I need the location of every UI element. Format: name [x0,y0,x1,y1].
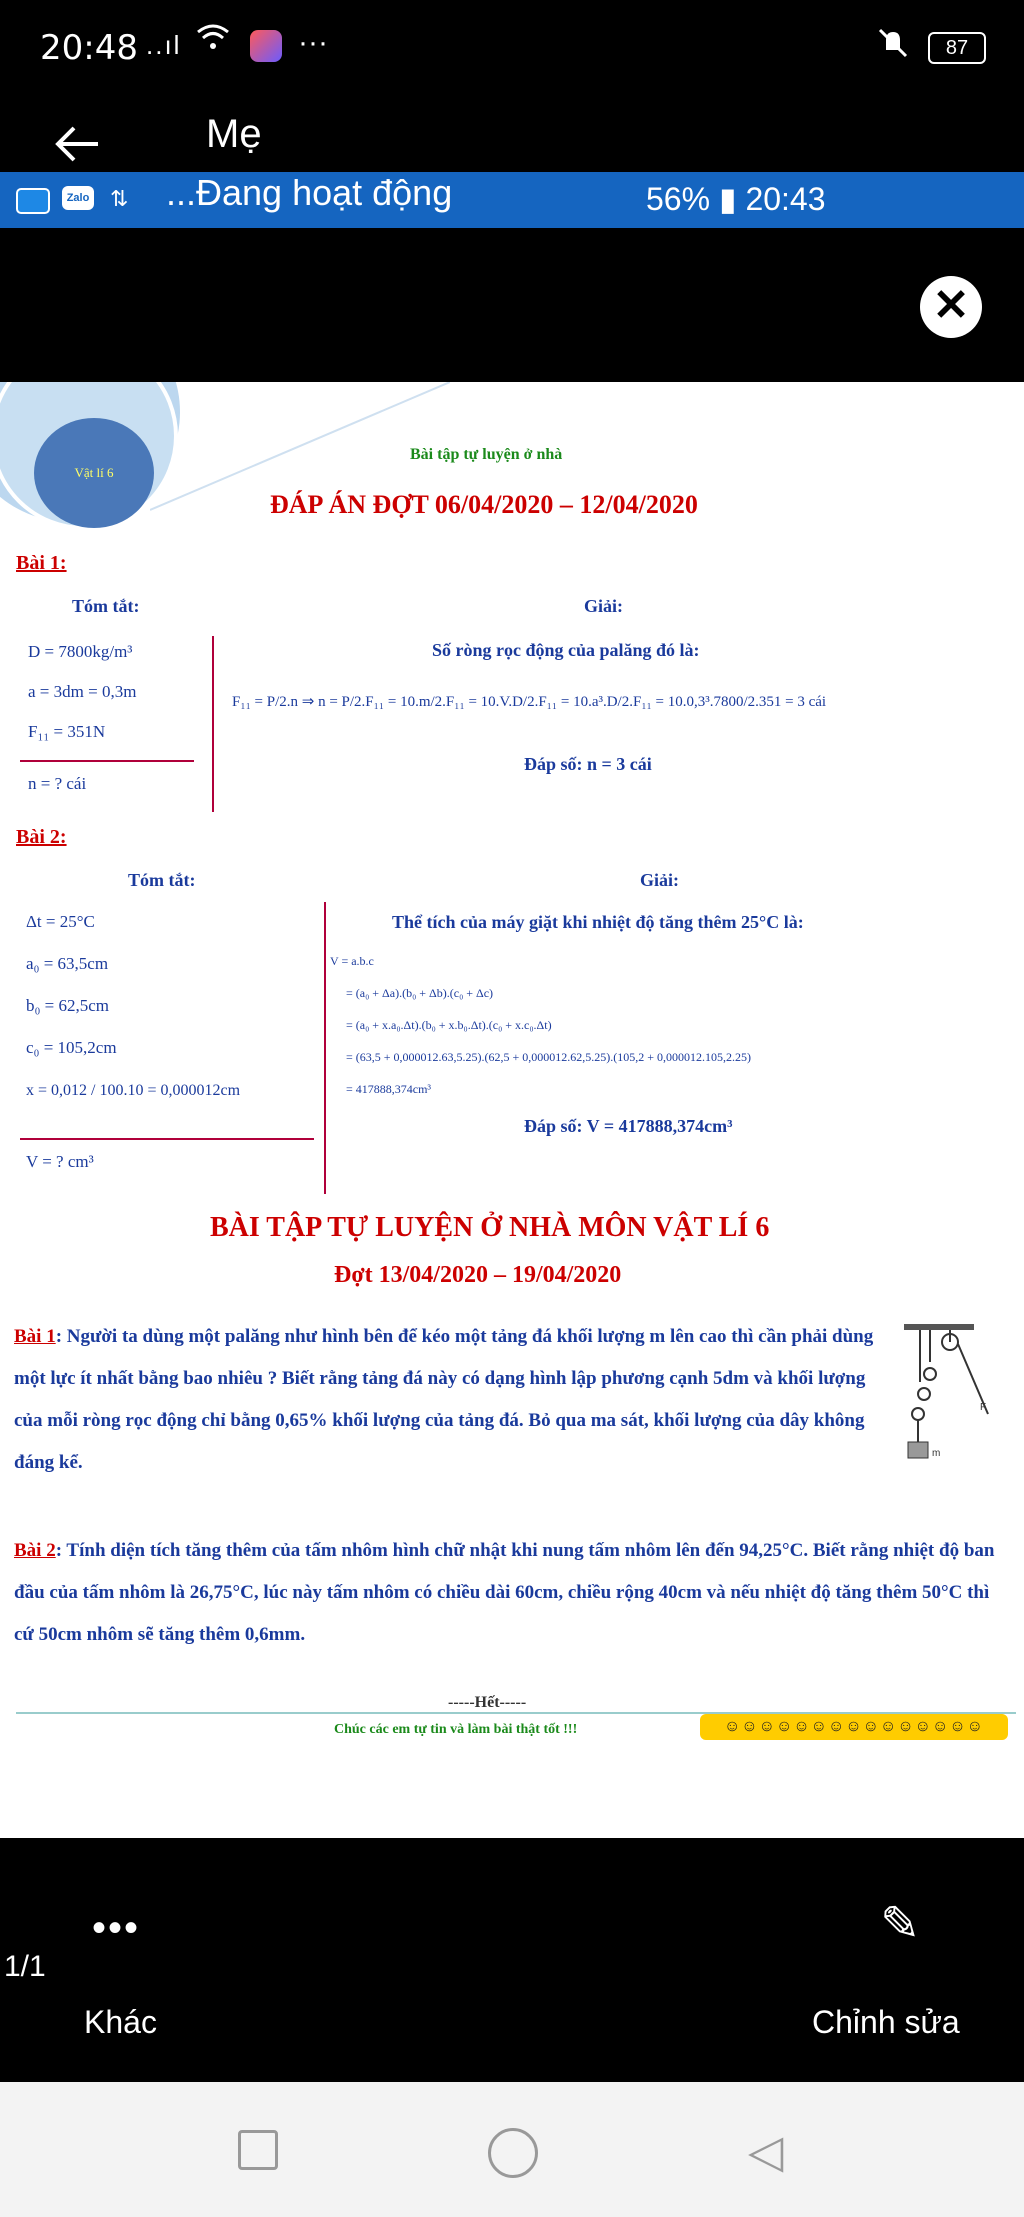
bai2-step-2: = (a₀ + Δa).(b₀ + Δb).(c₀ + Δc) [346,986,494,1000]
section2-title: BÀI TẬP TỰ LUYỆN Ở NHÀ MÔN VẬT LÍ 6 [210,1212,770,1243]
bai1-formula: F₁₁ = P/2.n ⇒ n = P/2.F₁₁ = 10.m/2.F₁₁ = 10.V.D/2.F₁₁ = 10.a³.D/2.F₁₁ = 10.0,3³.7800/2.351 = 3 cái [232,694,827,710]
bai1-answer: Đáp số: n = 3 cái [524,754,652,774]
bai1-find: n = ? cái [28,774,87,793]
exercise-1 [14,1316,876,1484]
bai2-find: V = ? cm³ [26,1152,94,1171]
pulley-diagram [900,1322,990,1462]
bai2-solution-label: Giải: [640,870,679,890]
exercise-1-text: : Người ta dùng một palăng như hình bên để kéo một tảng đá khối lượng m lên cao thì cần phải dùng một lực ít nhất bằng bao nhiêu ? Biết rằng tảng đá này có dạng hình lập phương cạnh 5dm và khối lượng của mỗi ròng rọc động chỉ bằng 0,65% khối lượng của tảng đá. Bỏ qua ma sát, khối lượng của dây không đáng kể. [14,1326,874,1473]
battery-indicator: 87 [928,32,986,64]
photo-status-right: 56% ▮ 20:43 [646,181,826,217]
svg-text:m: m [932,1448,941,1459]
bai1-separator [212,636,214,812]
logo-text: Vật lí 6 [74,465,114,480]
bai2-step-1: V = a.b.c [330,954,374,968]
bai2-step-3: = (a₀ + x.a₀.Δt).(b₀ + x.b₀.Δt).(c₀ + x.c₀.Δt) [346,1018,552,1032]
contact-name: Mẹ [206,112,262,156]
back-arrow-icon[interactable] [52,124,102,169]
end-marker: -----Hết----- [448,1694,527,1711]
bai2-given-2: a₀ = 63,5cm [26,954,109,973]
subject-logo [34,418,154,528]
bai1-divider [20,760,194,762]
more-icon[interactable]: ••• [92,1906,141,1950]
nav-back-button[interactable]: ◁ [748,2125,784,2177]
bai2-step-5: = 417888,374cm³ [346,1082,432,1096]
bai1-given-3: F₁₁ = 351N [28,722,106,741]
recent-apps-button[interactable] [238,2130,278,2170]
encouragement-text: Chúc các em tự tin và làm bài thật tốt !!! [334,1722,578,1737]
bai2-heading: Bài 2: [16,826,67,848]
edit-button[interactable]: Chỉnh sửa [812,2004,960,2040]
home-button[interactable] [488,2128,538,2178]
close-button[interactable] [920,276,982,338]
zalo-icon: Zalo [62,186,94,210]
bai2-given-3: b₀ = 62,5cm [26,996,110,1015]
page-counter: 1/1 [4,1950,46,1983]
bottom-action-bar [0,1838,1024,2082]
more-notifications-icon: ··· [298,26,328,59]
bai1-given-1: D = 7800kg/m³ [28,642,133,661]
bai1-heading: Bài 1: [16,552,67,574]
doc-subtitle: Bài tập tự luyện ở nhà [410,446,563,463]
bai1-solution-label: Giải: [584,596,623,616]
photo-status-band [0,172,1024,228]
document-image [0,382,1024,1838]
bai2-given-4: c₀ = 105,2cm [26,1038,117,1057]
smiley-strip: ☺☺☺☺☺☺☺☺☺☺☺☺☺☺☺ [700,1714,1008,1740]
bai2-separator [324,902,326,1194]
youtube-icon [16,188,50,214]
data-transfer-icon: ⇅ [110,186,129,211]
activity-status: ...Đang hoạt động [166,172,453,213]
exercise-2 [14,1530,1010,1656]
mute-icon [876,26,910,68]
exercise-2-label: Bài 2 [14,1540,56,1561]
bai2-divider [20,1138,314,1140]
doc-title: ĐÁP ÁN ĐỢT 06/04/2020 – 12/04/2020 [270,490,698,519]
exercise-2-text: : Tính diện tích tăng thêm của tấm nhôm hình chữ nhật khi nung tấm nhôm lên đến 94,25°C. Biết rằng nhiệt độ ban đầu của tấm nhôm là 26,75°C, lúc này tấm nhôm có chiều dài 60cm, chiều rộng 40cm và nếu nhiệt độ tăng thêm 50°C thì cứ 50cm nhôm sẽ tăng thêm 0,6mm. [14,1540,995,1645]
bai2-step-4: = (63,5 + 0,000012.63,5.25).(62,5 + 0,000012.62,5.25).(105,2 + 0,000012.105,2.25) [346,1050,752,1064]
section2-dates: Đợt 13/04/2020 – 19/04/2020 [334,1262,622,1288]
bai2-coefficient: x = 0,012 / 100.10 = 0,000012cm [26,1082,241,1099]
status-bar [0,0,1024,100]
exercise-1-label: Bài 1 [14,1326,56,1347]
bai2-answer: Đáp số: V = 417888,374cm³ [524,1116,733,1136]
close-icon: ✕ [932,281,970,330]
bai1-summary-label: Tóm tắt: [72,596,140,616]
bai2-given-1: Δt = 25°C [26,912,95,931]
bai1-intro: Số ròng rọc động của palăng đó là: [432,640,700,660]
status-time: 20:48 [40,28,138,68]
bai1-given-2: a = 3dm = 0,3m [28,682,137,701]
bai2-summary-label: Tóm tắt: [128,870,196,890]
more-button[interactable]: Khác [84,2004,157,2040]
svg-text:F: F [980,1402,987,1413]
app-notification-icon [250,30,282,62]
wifi-icon [196,22,230,61]
signal-icon: ..ıl [146,30,182,60]
bai2-intro: Thể tích của máy giặt khi nhiệt độ tăng thêm 25°C là: [392,912,804,932]
pencil-icon[interactable]: ✎ [880,1898,921,1951]
